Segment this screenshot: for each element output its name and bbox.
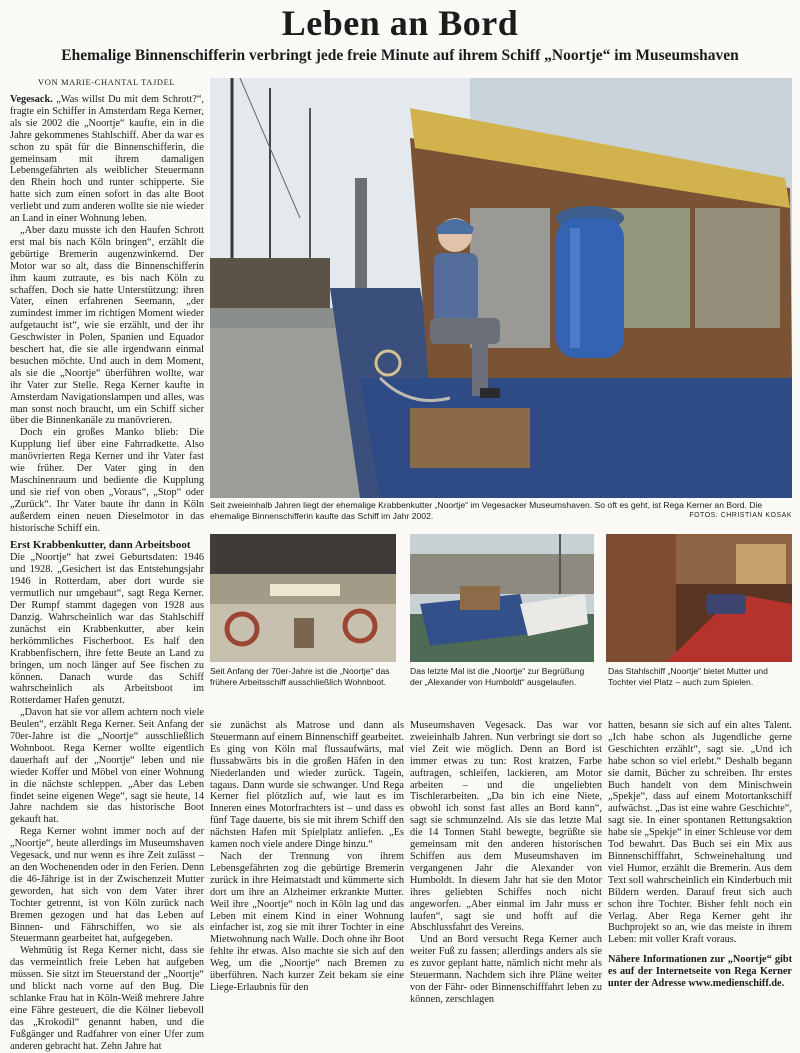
dateline: Vegesack. [10, 94, 53, 105]
paragraph: Wehmütig ist Rega Kerner nicht, dass sie das vermeintlich freie Leben hat aufgeben müssen. Sie sitzt im Steuerstand der „Noortje“ und blickt nach vorne auf den Bug. Die schlanke Frau hat in Köln-Weiß mehrere Jahre eine Fähre gesteuert, die die Kölner liebevoll das „Krokodil“ genannt haben, und die Fußgänger und Radfahrer von einer Ufer zum anderen gebracht hat. Zehn Jahre hat [10, 945, 204, 1052]
paragraph-text: „Was willst Du mit dem Schrott?“, fragte ein Schiffer in Amsterdam Rega Kerner, als sie 2002 die „Noortje“ kaufte, ein in die Jahre gekommenes Stahlschiff. Aber da war es schon zu spät für die Binnenschifferin, die gemeinsam mit ihrem damaligen Lebensgefährten als weiblicher Steuermann den Rhein hoch und runter schipperte. Sie hatte sich zum einen sofort in das alte Boot verliebt und zum anderen wollte sie nie wieder an Land in einer Wohnung leben. [10, 94, 204, 225]
paragraph: sie zunächst als Matrose und dann als Steuermann auf einem Binnenschiff gearbeitet. Es ging von Köln mal flussaufwärts, mal flussabwärts bis in die großen Häfen in den Niederlanden und wieder zurück. Tagein, tagaus. Dann wurde sie schwanger. Und Rega Kerner fiel plötzlich auf, wie laut es im Inneren eines Motorfrachters ist – und dass es fünf Tage dauerte, bis sie mit ihrem Schiff den nächsten Hafen mit Spielplatz anliefen. „Es kamen noch viele andere Dinge hinzu.“ [210, 720, 404, 851]
headline: Leben an Bord [281, 3, 519, 43]
article-column-3 [410, 720, 602, 1005]
info-box [608, 954, 792, 990]
photo-cabin [606, 534, 792, 662]
paragraph: Doch ein großes Manko blieb: Die Kupplung lief über eine Fahrradkette. Also manövrierten Rega Kerner und ihr Vater fast wie früher. Der Vater ging in den Maschinenraum und bediente die Kupplung und sie rief von oben „Voraus“, „Stop“ oder „Zurück“. Ihr Vater baute ihr dann in Köln außerdem einen neuen Dieselmotor in das historische Schiff ein. [10, 427, 204, 534]
byline: VON MARIE-CHANTAL TAJDEL [38, 77, 176, 87]
photo-cabin-caption: Das Stahlschiff „Noortje“ bietet Mutter und Tochter viel Platz – auch zum Spielen. [608, 666, 768, 687]
paragraph [10, 94, 204, 225]
main-photo-caption: Seit zweieinhalb Jahren liegt der ehemalige Krabbenkutter „Noortje“ im Vegesacker Museumshaven. So oft es geht, ist Rega Kerner an Bord. Die ehemalige Binnenschifferin kaufte das Schiff im Jahr 2002. [210, 500, 763, 521]
photo-cabin-illustration [606, 534, 792, 662]
photo-harbour-illustration [410, 534, 594, 662]
paragraph: Rega Kerner wohnt immer noch auf der „Noortje“, heute allerdings im Museumshaven Vegesack, und nur wenn es ihre Zeit zulässt – an den Wochenenden oder in den Ferien. Denn die 46-Jährige ist in der Zwischenzeit Mutter geworden, hat sich von dem Vater ihrer Tochter getrennt, ist von Köln zurück nach Bremen gezogen und hat das Leben auf Binnen- und Fährschiffen, wo sie als Steuermann gearbeitet hat, aufgegeben. [10, 826, 204, 945]
paragraph: Die „Noortje“ hat zwei Geburtsdaten: 1946 und 1928. „Gesichert ist das Entstehungsjahr 1946 in Rotterdam, aber dort wurde sie vermutlich nur umgebaut“, sagt Rega Kerner. Der Rumpf stammt dagegen von 1928 aus Danzig. Wahrscheinlich war das Stahlschiff zunächst ein Krabbenkutter, aber kein herkömmliches Fischerboot. Es half den Krabbenfischern, ihre fette Beute an Land zu bringen, um noch länger auf See fischen zu können. Danach wurde das Schiff wahrscheinlich als Arbeitsboot im Rotterdamer Hafen genutzt. [10, 552, 204, 707]
article-column-4 [608, 720, 792, 990]
photo-interior [210, 534, 396, 662]
article-column-1 [10, 94, 204, 1052]
article-column-2 [210, 720, 404, 993]
paragraph: hatten, besann sie sich auf ein altes Talent. „Ich habe schon als Jugendliche gerne Geschichten erzählt“, sagt sie. „Und ich habe schon so viel erlebt.“ Deshalb begann sie damit, Bücher zu schreiben. Ihr erstes Buch handelt von dem Minischwein „Spekje“, dass auf einem Motortankschiff aufwächst. „Das ist eine wahre Geschichte“, sagt sie. In einer spontanen Rettungsaktion habe sie „Spekje“ in einer Schleuse vor dem Tod bewahrt. Das Buch sei ein Mix aus Binnenschifffahrt, Schweinehaltung und viel Humor, erzählt die Bremerin. Aus dem Text soll wahrscheinlich ein Kinderbuch mit Bildern werden. Darauf freut sich auch schon ihre Tochter. Bisher fehlt noch ein Verlag. Aber Rega Kerner geht ihr Buchprojekt so an, wie das meiste in ihrem Leben: mit voller Kraft voraus. [608, 720, 792, 946]
paragraph: „Aber dazu musste ich den Haufen Schrott erst mal bis nach Köln bringen“, erzählt die gebürtige Bremerin augenzwinkernd. Der Motor war so alt, dass die Binnenschifferin ihm kaum zutraute, es bis nach Köln zu schaffen. Doch sie hatte Unterstützung: ihren Vater, einen erfahrenen Seemann, „der zumindest immer im richtigen Moment wieder aufgetaucht ist“, wie sie erzählt, und der ihr Geschwister in Polen, Spanien und Equador beschert hat, die sie alle irgendwann einmal besuchen möchte. Und auch in dem Moment, als sie die „Noortje“ überführen wollte, war ihr Vater zur Stelle. Rega Kerner kaufte in Amsterdam Navigationslampen und alles, was man sonst noch braucht, um ein Schiff sicher über die Binnenkanäle zu manövrieren. [10, 224, 204, 427]
section-heading: Erst Krabbenkutter, dann Arbeitsboot [10, 538, 191, 551]
subheadline: Ehemalige Binnenschifferin verbringt jede freie Minute auf ihrem Schiff „Noortje“ im Museumshaven [61, 47, 739, 64]
photo-harbour-caption: Das letzte Mal ist die „Noortje“ zur Begrüßung der „Alexander von Humboldt“ ausgelaufen. [410, 666, 585, 687]
paragraph: Museumshaven Vegesack. Das war vor zweieinhalb Jahren. Nun verbringt sie dort so viel Zeit wie möglich. Denn an Bord ist immer etwas zu tun: Rost kratzen, Farbe auftragen, schleifen, lackieren, am Motor arbeiten – und die ungeliebten Tischlerarbeiten. „Da bin ich eine Niete, obwohl ich sonst fast alles an Bord kann“, sagt sie schmunzelnd. Als sie das letzte Mal die 14 Tonnen Stahl bewegte, begrüßte sie gemeinsam mit den anderen historischen Schiffen aus dem Museumshaven im vergangenen Jahr die Alexander von Humboldt. In diesem Jahr hat sie den Motor ihres geliebten Schiffes noch nicht angeworfen. „Aber einmal im Jahr muss er laufen“, sagt sie und hofft auf die Abschlussfahrt des Vereins. [410, 720, 602, 934]
main-photo [210, 78, 792, 498]
photo-interior-illustration [210, 534, 396, 662]
paragraph: Nach der Trennung von ihrem Lebensgefährten zog die gebürtige Bremerin zurück in ihre Heimatstadt und kümmerte sich dort um ihre an Alzheimer erkrankte Mutter. Weil ihre „Noortje“ noch in Köln lag und das Leben mit einem Kind in einer Wohnung einfacher ist, zog sie mit ihrer Tochter in eine Mietwohnung nach Walle. Doch ohne ihr Boot fehlte ihr etwas. Also machte sie sich auf den Weg, um die „Noortje“ nach Bremen zu überführen. Nach kurzer Zeit bekam sie eine Liege-Erlaubnis für den [210, 850, 404, 993]
paragraph: „Davon hat sie vor allem achtern noch viele Beulen“, erzählt Rega Kerner. Seit Anfang der 70er-Jahre ist die „Noortje“ ausschließlich Wohnboot. Rega Kerner wollte eigentlich dauerhaft auf der „Noortje“ leben und nie wieder Koffer und Möbel von einer Wohnung in die nächste schleppen. „Aber das Leben findet seine eigenen Wege“, sagt sie heute, 14 Jahre nachdem sie das historische Boot gekauft hat. [10, 707, 204, 826]
photo-credit: FOTOS: CHRISTIAN KOSAK [689, 512, 792, 519]
paragraph: Und an Bord versucht Rega Kerner auch weiter Fuß zu fassen; allerdings anders als sie es zuvor geplant hatte, nämlich nicht mehr als Steuermann. Nachdem sich ihre Pläne weiter von der Fähr- oder Binnenschifffahrt leben zu können, zerschlagen [410, 934, 602, 1005]
photo-interior-caption: Seit Anfang der 70er-Jahre ist die „Noortje“ das frühere Arbeitsschiff ausschließlich Wohnboot. [210, 666, 390, 687]
info-text: Nähere Informationen zur „Noortje“ gibt es auf der Internetseite von Rega Kerner unter der Adresse www.medienschiff.de. [608, 954, 792, 990]
main-photo-illustration [210, 78, 792, 498]
photo-harbour [410, 534, 594, 662]
